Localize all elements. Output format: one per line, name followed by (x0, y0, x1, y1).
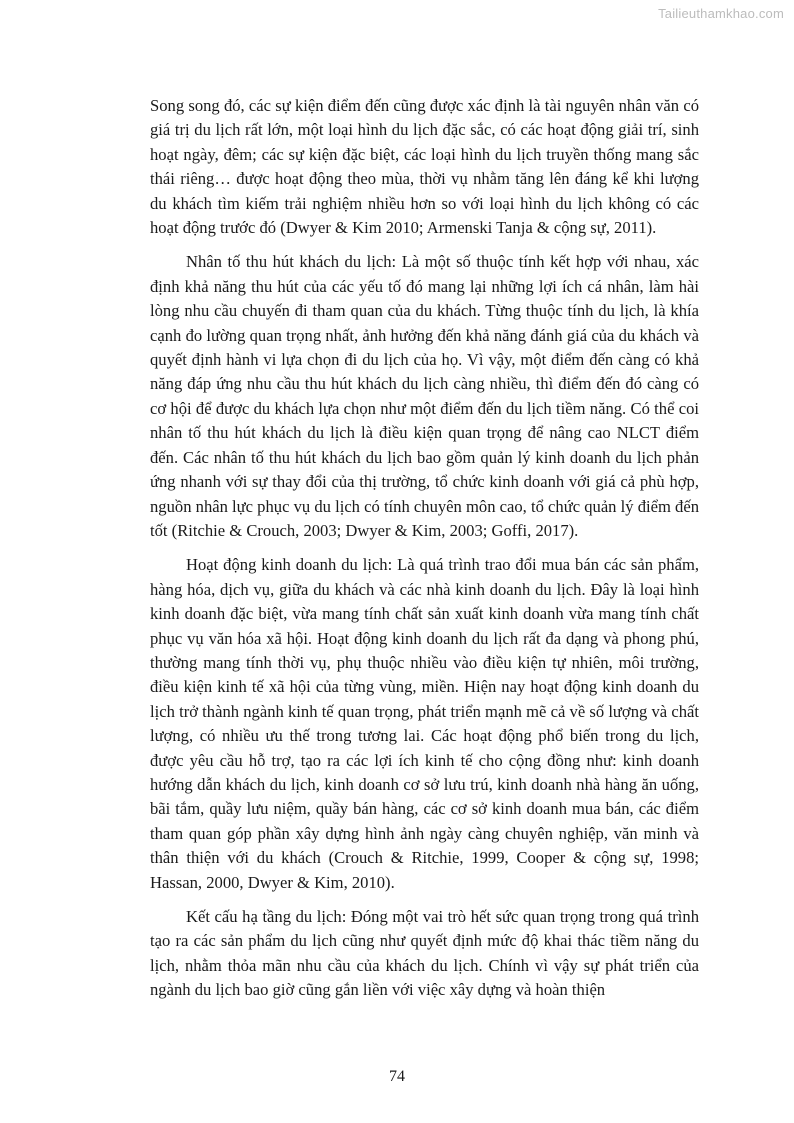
paragraph-events: Song song đó, các sự kiện điểm đến cũng được xác định là tài nguyên nhân văn có giá trị du lịch rất lớn, một loại hình du lịch đặc sắc, có các hoạt động giải trí, sinh hoạt ngày, đêm; các sự kiện đặc biệt, các loại hình du lịch truyền thống mang sắc thái riêng… được hoạt động theo mùa, thời vụ nhằm tăng lên đáng kể khi lượng du khách tìm kiếm trải nghiệm nhiều hơn so với loại hình du lịch không có các hoạt động trước đó (Dwyer & Kim 2010; Armenski Tanja & cộng sự, 2011). (150, 96, 699, 238)
paragraph-infrastructure: Kết cấu hạ tầng du lịch: Đóng một vai trò hết sức quan trọng trong quá trình tạo ra các sản phẩm du lịch cũng như quyết định mức độ khai thác tiềm năng du lịch, nhằm thỏa mãn nhu cầu của khách du lịch. Chính vì vậy sự phát triển của ngành du lịch bao giờ cũng gắn liền với việc xây dựng và hoàn thiện (150, 907, 699, 1000)
paragraph-attraction-factors: Nhân tố thu hút khách du lịch: Là một số thuộc tính kết hợp với nhau, xác định khả năng thu hút của các yếu tố đó mang lại những lợi ích cá nhân, làm hài lòng nhu cầu chuyến đi tham quan của du khách. Từng thuộc tính du lịch, là khía cạnh đo lường quan trọng nhất, ảnh hưởng đến khả năng đánh giá của du khách và quyết định hành vi lựa chọn đi du lịch của họ. Vì vậy, một điểm đến càng có khả năng đáp ứng nhu cầu thu hút khách du lịch càng nhiều, thì điểm đến đó càng có cơ hội để được du khách lựa chọn như một điểm đến du lịch tiềm năng. Có thể coi nhân tố thu hút khách du lịch là điều kiện quan trọng để nâng cao NLCT điểm đến. Các nhân tố thu hút khách du lịch bao gồm quản lý kinh doanh du lịch phản ứng nhanh với sự thay đổi của thị trường, tổ chức kinh doanh với giá cả phù hợp, nguồn nhân lực phục vụ du lịch có tính chuyên môn cao, tổ chức quản lý điểm đến tốt (Ritchie & Crouch, 2003; Dwyer & Kim, 2003; Goffi, 2017). (150, 252, 699, 540)
page-number: 74 (389, 1068, 405, 1085)
watermark: Tailieuthamkhao.com (658, 6, 784, 21)
paragraph-business-activities: Hoạt động kinh doanh du lịch: Là quá trình trao đổi mua bán các sản phẩm, hàng hóa, dịch vụ, giữa du khách và các nhà kinh doanh du lịch. Đây là loại hình kinh doanh đặc biệt, vừa mang tính chất sản xuất kinh doanh vừa mang tính chất phục vụ văn hóa xã hội. Hoạt động kinh doanh du lịch rất đa dạng và phong phú, thường mang tính thời vụ, phụ thuộc nhiều vào điều kiện tự nhiên, môi trường, điều kiện kinh tế xã hội của từng vùng, miền. Hiện nay hoạt động kinh doanh du lịch trở thành ngành kinh tế quan trọng, phát triển mạnh mẽ cả về số lượng và chất lượng, có nhiều ưu thế trong tương lai. Các hoạt động phổ biến trong du lịch, được yêu cầu hỗ trợ, tạo ra các lợi ích kinh tế cho cộng đồng như: kinh doanh hướng dẫn khách du lịch, kinh doanh cơ sở lưu trú, kinh doanh nhà hàng ăn uống, bãi tắm, quầy lưu niệm, quầy bán hàng, các cơ sở kinh doanh mua bán, các điểm tham quan góp phần xây dựng hình ảnh ngày càng chuyên nghiệp, văn minh và thân thiện với du khách (Crouch & Ritchie, 1999, Cooper & cộng sự, 1998; Hassan, 2000, Dwyer & Kim, 2010). (150, 555, 699, 892)
document-body (150, 94, 699, 1003)
